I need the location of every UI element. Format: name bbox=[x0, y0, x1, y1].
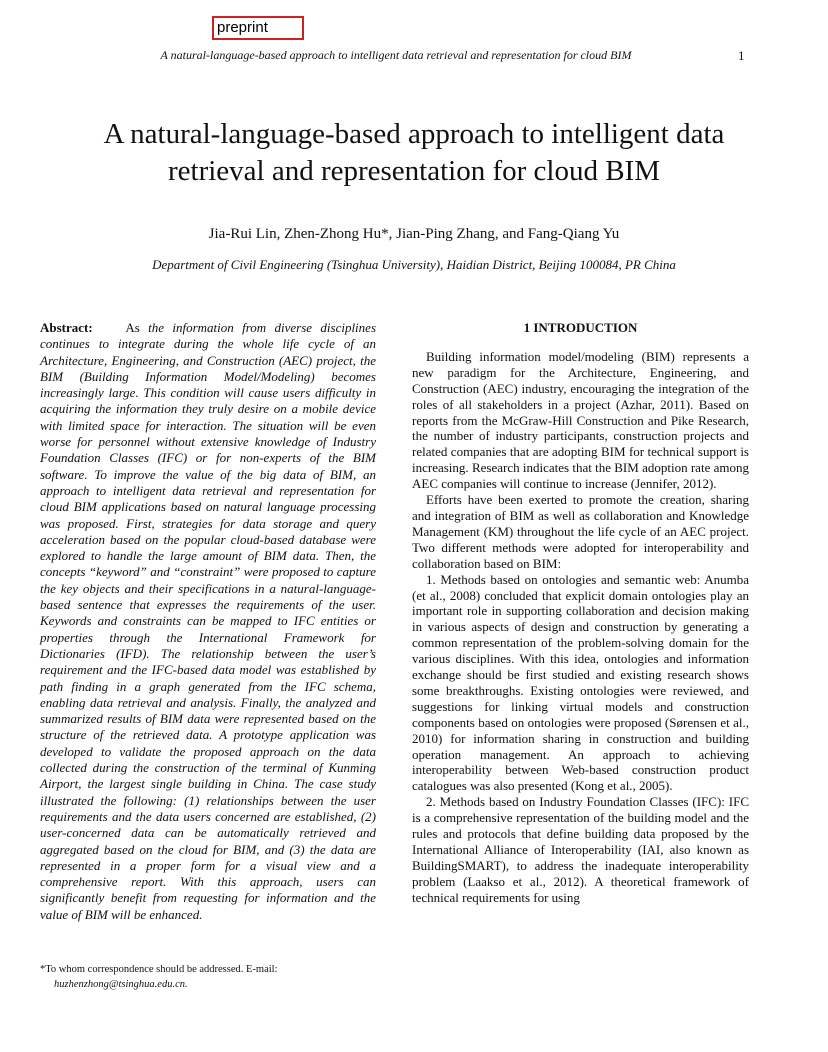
abstract-column bbox=[40, 320, 376, 923]
affiliation: Department of Civil Engineering (Tsinghua University), Haidian District, Beijing 100084, PR China bbox=[152, 257, 676, 272]
intro-paragraph: 1. Methods based on ontologies and semantic web: Anumba (et al., 2008) concluded that explicit domain ontologies play an important role in supporting collaboration and decision making in various aspects of design and construction by generating a common representation of the problem-solving domain for the various disciplines. With this idea, ontologies and information exchange should be first studied and existing research shows some breakthroughs. Existing ontologies were reviewed, and suggestions for linking virtual models and construction components based on ontologies were proposed (Sørensen et al., 2010) for information sharing in construction and building operation management. An approach to achieving interoperability between Web-based construction product catalogues was also presented (Kong et al., 2005). bbox=[412, 571, 749, 794]
correspondence-footnote bbox=[40, 962, 380, 992]
abstract-text bbox=[40, 320, 376, 922]
abstract-body: the information from diverse disciplines continues to integrate during the whole life cycle of an Architecture, Engineering, and Construction (AEC) project, the BIM (Building Information Model/Modeling) becomes increasingly large. This condition will cause users difficulty in acquiring the information they truly desire on a mobile device with limited space for interaction. The situation will be even worse for personnel without extensive knowledge of Industry Foundation Classes (IFC) or for non-experts of the BIM software. To improve the value of the big data of BIM, an approach to intelligent data retrieval and representation for cloud BIM applications based on natural language processing was proposed. First, strategies for data storage and query acceleration based on the popular cloud-based database were explored to handle the large amount of BIM data. Then, the concepts “keyword” and “constraint” were proposed to capture the key objects and their specifications in a natural-language-based sentence that expresses the requirements of the user. Keywords and constraints can be mapped to IFC entities or properties through the International Framework for Dictionaries (IFD). The relationship between the user’s requirement and the IFC-based data model was established by path finding in a graph generated from the IFC schema, enabling data retrieval and analysis. Finally, the analyzed and summarized results of BIM data were represented based on the structure of the retrieved data. A prototype application was developed to validate the proposed approach on the data collected during the construction of the terminal of Kunming Airport, the largest single building in China. The case study illustrated the following: (1) relationships between the user requirements and the data users concerned are established, (2) user-concerned data can be automatically retrieved and aggregated based on the cloud for BIM, and (3) the data are represented in a proper form for a visual view and a comprehensive report. With this approach, users can significantly benefit from requesting for information and the value of BIM will be enhanced. bbox=[40, 320, 377, 922]
running-head: A natural-language-based approach to intelligent data retrieval and representation for cloud BIM bbox=[160, 48, 632, 62]
paper-title: A natural-language-based approach to intelligent data retrieval and representation for cloud BIM bbox=[103, 118, 725, 187]
footnote-email: huzhenzhong@tsinghua.edu.cn. bbox=[54, 979, 188, 990]
intro-paragraph: 2. Methods based on Industry Foundation Classes (IFC): IFC is a comprehensive representation of the building model and the rules and protocols that define building data proposed by the International Alliance of Interoperability (IAI, also known as BuildingSMART), to address the inadequate interoperability problem (Laakso et al., 2012). A theoretical framework of technical requirements for using bbox=[412, 794, 749, 905]
page-number: 1 bbox=[738, 48, 745, 63]
author-list: Jia-Rui Lin, Zhen-Zhong Hu*, Jian-Ping Zhang, and Fang-Qiang Yu bbox=[208, 226, 620, 242]
intro-paragraph: Building information model/modeling (BIM) represents a new paradigm for the Architecture, Engineering, and Construction (AEC) industry, encouraging the integration of the roles of all stakeholders in a project (Azhar, 2011). Based on reports from the McGraw-Hill Construction and Pike Research, the number of industry participants, construction projects and related companies that are adopting BIM for technical support is increasing. Research indicates that the BIM adoption rate among AEC companies will continue to increase (Jennifer, 2012). bbox=[412, 348, 749, 492]
section-heading: 1 INTRODUCTION bbox=[523, 320, 638, 335]
preprint-stamp: preprint bbox=[212, 16, 304, 40]
intro-paragraph: Efforts have been exerted to promote the creation, sharing and integration of BIM as well as collaboration and Knowledge Management (KM) throughout the life cycle of an AEC project. Two different methods were adopted for interoperability and collaboration based on BIM: bbox=[412, 492, 749, 571]
introduction-column bbox=[412, 320, 749, 906]
abstract-lead-word: As bbox=[125, 320, 140, 335]
footnote-text: *To whom correspondence should be addressed. E-mail: bbox=[40, 964, 278, 975]
abstract-label: Abstract: bbox=[40, 320, 93, 335]
